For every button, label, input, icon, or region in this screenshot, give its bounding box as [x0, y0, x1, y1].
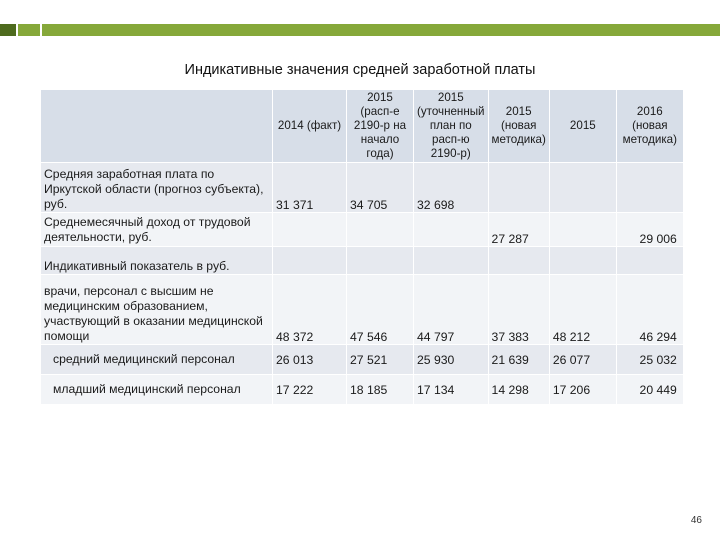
row-label-junior-medical-staff: младший медицинский персонал [41, 375, 273, 405]
col-header-2015-updated-plan: 2015 (уточненный план по расп-ю 2190-р) [414, 90, 489, 163]
table-cell: 34 705 [347, 163, 414, 213]
table-cell: 47 546 [347, 275, 414, 345]
table-cell: 32 698 [414, 163, 489, 213]
table-cell: 18 185 [347, 375, 414, 405]
page-number: 46 [690, 515, 702, 526]
table-cell: 27 521 [347, 345, 414, 375]
table-row [41, 375, 684, 405]
table-cell: 20 449 [616, 375, 683, 405]
table-cell: 37 383 [488, 275, 549, 345]
row-label-doctors: врачи, персонал с высшим не медицинским образованием, участвующий в оказании медицинской помощи [41, 275, 273, 345]
table-cell: 17 206 [549, 375, 616, 405]
table-cell: 14 298 [488, 375, 549, 405]
table-cell: 25 032 [616, 345, 683, 375]
table-cell: 46 294 [616, 275, 683, 345]
col-header-2015: 2015 [549, 90, 616, 163]
table-cell: 27 287 [488, 213, 549, 247]
table-cell [273, 213, 347, 247]
table-header-row [41, 90, 684, 163]
table-cell [616, 163, 683, 213]
top-bar-long-segment [42, 24, 720, 36]
table-cell: 26 013 [273, 345, 347, 375]
col-header-2016-new-method: 2016 (новая методика) [616, 90, 683, 163]
row-label-monthly-labor-income: Среднемесячный доход от трудовой деятельности, руб. [41, 213, 273, 247]
table-cell [347, 213, 414, 247]
table-cell [549, 163, 616, 213]
table-cell [414, 247, 489, 275]
table-cell: 48 372 [273, 275, 347, 345]
col-header-2015-new-method: 2015 (новая методика) [488, 90, 549, 163]
col-header-2014-fact: 2014 (факт) [273, 90, 347, 163]
top-bar-light-segment [18, 24, 40, 36]
table-row [41, 247, 684, 275]
table-row [41, 275, 684, 345]
table-cell [616, 247, 683, 275]
table-row [41, 213, 684, 247]
row-label-middle-medical-staff: средний медицинский персонал [41, 345, 273, 375]
table-cell: 44 797 [414, 275, 489, 345]
row-label-indicative-indicator: Индикативный показатель в руб. [41, 247, 273, 275]
table-cell: 31 371 [273, 163, 347, 213]
table-cell: 25 930 [414, 345, 489, 375]
table-cell: 26 077 [549, 345, 616, 375]
table-row [41, 163, 684, 213]
decorative-top-bar [0, 24, 720, 36]
table-cell: 21 639 [488, 345, 549, 375]
table-cell: 29 006 [616, 213, 683, 247]
table-cell: 48 212 [549, 275, 616, 345]
row-label-regional-average-wage: Средняя заработная плата по Иркутской области (прогноз субъекта), руб. [41, 163, 273, 213]
col-header-2015-plan-start: 2015 (расп-е 2190-р на начало года) [347, 90, 414, 163]
salary-table [40, 89, 684, 405]
table-row [41, 345, 684, 375]
table-cell [273, 247, 347, 275]
table-cell [549, 247, 616, 275]
table-cell [488, 163, 549, 213]
header-corner-cell [41, 90, 273, 163]
table-cell [549, 213, 616, 247]
page-title: Индикативные значения средней заработной платы [184, 62, 536, 78]
table-cell [414, 213, 489, 247]
table-cell [488, 247, 549, 275]
table-cell [347, 247, 414, 275]
top-bar-dark-segment [0, 24, 16, 36]
table-cell: 17 134 [414, 375, 489, 405]
table-cell: 17 222 [273, 375, 347, 405]
